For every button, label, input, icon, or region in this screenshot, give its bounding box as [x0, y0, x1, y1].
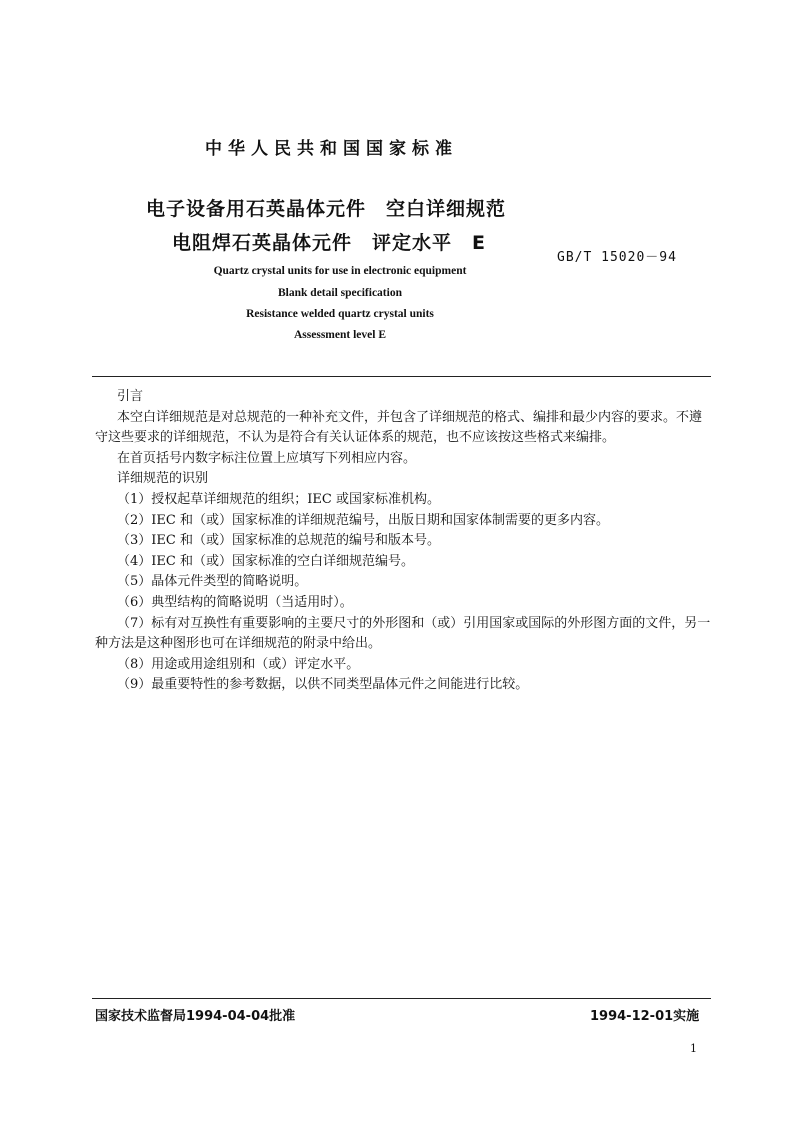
- list-item: （1）授权起草详细规范的组织；IEC 或国家标准机构。: [117, 491, 440, 507]
- approval-date: 国家技术监督局1994-04-04批准: [95, 1009, 296, 1024]
- effective-date: 1994-12-01实施: [590, 1009, 700, 1024]
- english-title-line-3: Resistance welded quartz crystal units: [246, 308, 434, 320]
- national-standard-heading: 中华人民共和国国家标准: [205, 139, 458, 159]
- list-item: （2）IEC 和（或）国家标准的详细规范编号，出版日期和国家体制需要的更多内容。: [117, 512, 609, 528]
- paragraph-1: 本空白详细规范是对总规范的一种补充文件，并包含了详细规范的格式、编排和最少内容的要求。不遵守这些要求的详细规范，不认为是符合有关认证体系的规范，也不应该按这些格式来编排。: [95, 409, 703, 446]
- list-item: （4）IEC 和（或）国家标准的空白详细规范编号。: [117, 553, 414, 569]
- list-item: （7）标有对互换性有重要影响的主要尺寸的外形图和（或）引用国家或国际的外形图方面的文件，另一种方法是这种图形也可在详细规范的附录中给出。: [95, 615, 711, 652]
- footer-divider: [92, 998, 711, 999]
- list-item: （3）IEC 和（或）国家标准的总规范的编号和版本号。: [117, 533, 440, 549]
- paragraph-2: 在首页括号内数字标注位置上应填写下列相应内容。: [117, 450, 417, 466]
- list-item: （8）用途或用途组别和（或）评定水平。: [117, 656, 360, 672]
- english-title-line-2: Blank detail specification: [278, 287, 402, 299]
- identification-heading: 详细规范的识别: [117, 471, 209, 487]
- standard-code: GB/T 15020－94: [557, 250, 677, 265]
- page-number: 1: [690, 1042, 697, 1055]
- list-item: （9）最重要特性的参考数据，以供不同类型晶体元件之间能进行比较。: [117, 677, 529, 693]
- chinese-title-line-2: 电阻焊石英晶体元件 评定水平 E: [172, 232, 486, 254]
- intro-heading: 引言: [117, 389, 144, 404]
- list-item: （6）典型结构的简略说明（当适用时）。: [117, 594, 353, 610]
- header-divider: [92, 376, 711, 377]
- chinese-title-line-1: 电子设备用石英晶体元件 空白详细规范: [146, 198, 507, 220]
- english-title-line-1: Quartz crystal units for use in electronic equipment: [213, 265, 467, 277]
- english-title-line-4: Assessment level E: [294, 329, 386, 341]
- document-body: [95, 387, 713, 696]
- list-item: （5）晶体元件类型的简略说明。: [117, 574, 308, 590]
